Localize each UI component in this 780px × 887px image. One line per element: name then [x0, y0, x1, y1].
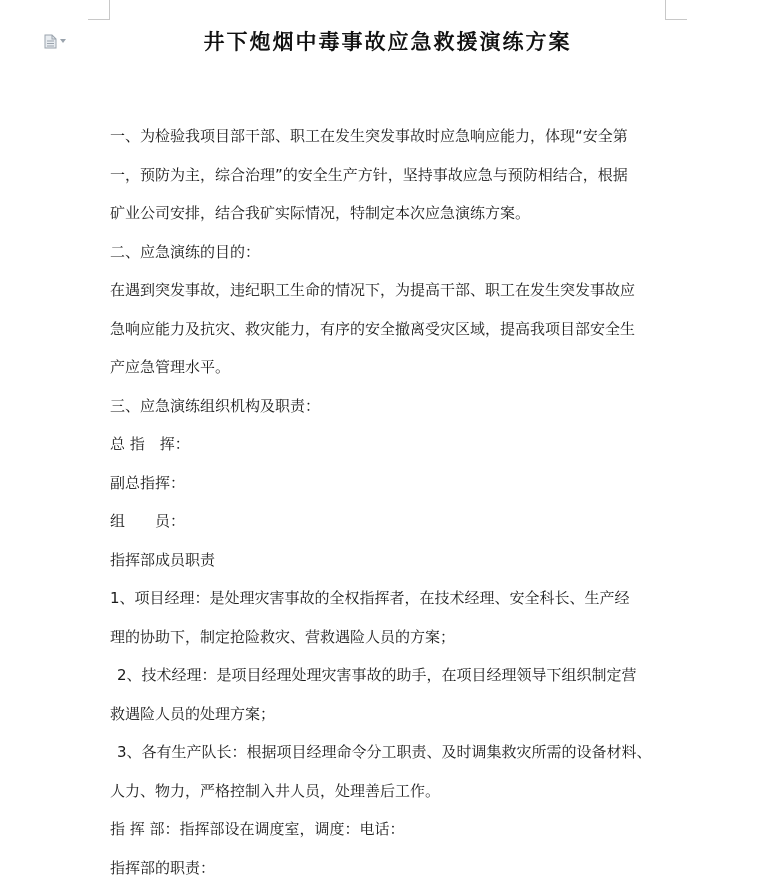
body-line: 指 挥 部：指挥部设在调度室，调度：电话：	[110, 810, 670, 849]
body-line: 1、项目经理：是处理灾害事故的全权指挥者，在技术经理、安全科长、生产经	[110, 579, 670, 618]
body-line: 理的协助下，制定抢险救灾、营救遇险人员的方案；	[110, 618, 670, 657]
document-menu-button[interactable]	[44, 33, 70, 49]
document-title: 井下炮烟中毒事故应急救援演练方案	[110, 26, 665, 56]
crop-mark-top-left-horizontal	[88, 19, 110, 20]
crop-mark-top-left-vertical	[109, 0, 110, 20]
subsection-heading: 指挥部的职责：	[110, 849, 670, 887]
section-heading: 二、应急演练的目的：	[110, 233, 670, 272]
role-label: 组 员：	[110, 502, 670, 541]
section-heading: 三、应急演练组织机构及职责：	[110, 387, 670, 426]
body-line: 一，预防为主，综合治理”的安全生产方针，坚持事故应急与预防相结合，根据	[110, 156, 670, 195]
document-icon	[44, 34, 57, 49]
body-line: 矿业公司安排，结合我矿实际情况，特制定本次应急演练方案。	[110, 194, 670, 233]
document-body	[110, 117, 670, 887]
body-line: 3、各有生产队长：根据项目经理命令分工职责、及时调集救灾所需的设备材料、	[110, 733, 670, 772]
body-line: 2、技术经理：是项目经理处理灾害事故的助手，在项目经理领导下组织制定营	[110, 656, 670, 695]
body-line: 人力、物力，严格控制入井人员，处理善后工作。	[110, 772, 670, 811]
role-label: 总 指 挥：	[110, 425, 670, 464]
crop-mark-top-right-vertical	[665, 0, 666, 20]
chevron-down-icon	[60, 39, 66, 43]
crop-mark-top-right-horizontal	[665, 19, 687, 20]
subsection-heading: 指挥部成员职责	[110, 541, 670, 580]
body-line: 救遇险人员的处理方案；	[110, 695, 670, 734]
body-line: 在遇到突发事故，违纪职工生命的情况下，为提高干部、职工在发生突发事故应	[110, 271, 670, 310]
body-line: 产应急管理水平。	[110, 348, 670, 387]
body-line: 急响应能力及抗灾、救灾能力，有序的安全撤离受灾区域，提高我项目部安全生	[110, 310, 670, 349]
role-label: 副总指挥：	[110, 464, 670, 503]
body-line: 一、为检验我项目部干部、职工在发生突发事故时应急响应能力，体现“安全第	[110, 117, 670, 156]
